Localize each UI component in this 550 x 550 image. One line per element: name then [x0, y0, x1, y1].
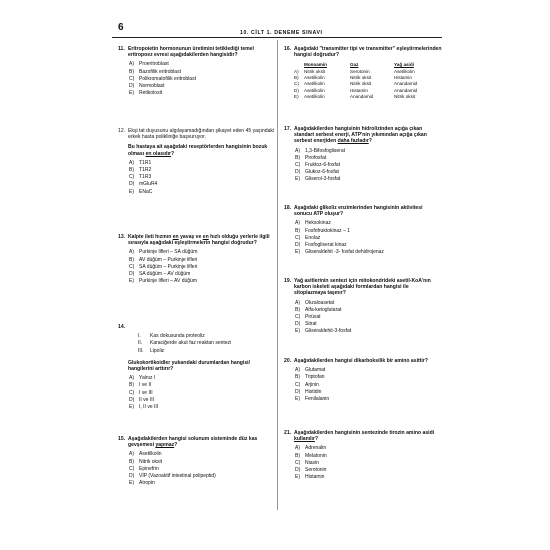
- question-13: [118, 234, 276, 285]
- question-15: [118, 436, 276, 487]
- options: [129, 375, 276, 411]
- option[interactable]: D) Fosfogliserat kinaz: [295, 242, 347, 249]
- option[interactable]: D) II ve III: [129, 396, 155, 403]
- column-header: Monoamin: [304, 62, 327, 68]
- option[interactable]: B) T1R2: [129, 167, 152, 174]
- option[interactable]: C) Fruktoz-6-fosfat: [295, 162, 341, 169]
- question-number: 20.: [284, 358, 292, 364]
- option[interactable]: A) Glutamat: [295, 367, 326, 374]
- option[interactable]: D) SA düğüm – AV düğüm: [129, 271, 191, 278]
- option[interactable]: E) Atropin: [129, 480, 155, 487]
- question-number: 18.: [284, 205, 292, 211]
- option[interactable]: C) I ve III: [129, 389, 153, 396]
- answer-table: [294, 62, 442, 100]
- option[interactable]: B) Alfa-ketoglutarat: [295, 306, 342, 313]
- option[interactable]: A) Yalnız I: [129, 375, 156, 382]
- options: [295, 300, 442, 336]
- question-number: 19.: [284, 278, 292, 284]
- option[interactable]: E) I, II ve III: [129, 404, 159, 411]
- options: [295, 445, 442, 481]
- question-19: [284, 278, 442, 336]
- question-number: 12.: [118, 128, 126, 134]
- question-text: Glukokortikoidler yukarıdaki durumlardan hangisi/ hangilerini arttırır?: [128, 359, 250, 373]
- question-number: 15.: [118, 436, 126, 442]
- option[interactable]: C) Epinefrin: [129, 465, 159, 472]
- option[interactable]: A) Okzaloasetat: [295, 299, 335, 306]
- question-text: Aşağıdakilerden hangisi dikarboksilik bir amino asittir?: [294, 358, 428, 364]
- column-header: Yağ asidi: [394, 62, 414, 68]
- option[interactable]: B) Fosfofruktokinaz – 1: [295, 227, 351, 234]
- option[interactable]: B) Bazofilik eritroblast: [129, 68, 181, 75]
- option[interactable]: E) Gliserol-3-fosfat: [295, 176, 341, 183]
- question-text: Kalpte ileti hızının en yavaş ve en hızlı olduğu yerlerle ilgili sırasıyla aşağıdaki eşleştirmelerin hangisi doğrudur?: [128, 234, 270, 247]
- page-title: 10. CİLT 1. DENEME SINAVI: [240, 30, 323, 36]
- option[interactable]: A) Adrenalin: [295, 445, 327, 452]
- option[interactable]: C) Polikromatofilik eritroblast: [129, 75, 196, 82]
- option[interactable]: E) ENaC: [129, 188, 153, 195]
- option[interactable]: D) VİP (Vazoaktif intestinal polipeptid): [129, 473, 216, 480]
- column-divider: [277, 40, 278, 510]
- question-text: Aşağıdakilerden hangisinin sentezinde tirozin amino asidi kullanılır?: [294, 430, 435, 443]
- question-text: Aşağıdaki "transmitter tipi ve transmitter" eşleştirmelerinden hangisi doğrudur?: [294, 46, 442, 59]
- option[interactable]: C) Pirüvat: [295, 314, 321, 321]
- options: [129, 249, 276, 285]
- option[interactable]: B) Melatonin: [295, 452, 327, 459]
- options: [129, 451, 276, 487]
- option[interactable]: B) Triptofan: [295, 374, 325, 381]
- question-number: 16.: [284, 46, 292, 52]
- option[interactable]: A) T1R1: [129, 159, 152, 166]
- question-text: Aşağıdaki glikoliz enzimlerinden hangisinin aktivitesi sonucu ATP oluşur?: [294, 205, 423, 218]
- question-16: [284, 46, 442, 100]
- question-number: 11.: [118, 46, 125, 52]
- page-number: 6: [118, 22, 124, 33]
- column-header: Gaz: [350, 62, 359, 68]
- question-prompt: Bu hastaya ait aşağıdaki reseptörlerden hangisinin bozuk olması en olasıdır?: [128, 144, 268, 157]
- question-14: [118, 324, 276, 411]
- option[interactable]: B) AV düğüm – Purkinje lifleri: [129, 256, 198, 263]
- table-row[interactable]: C) Asetilkolin Nitrik oksit Anandamid: [294, 81, 418, 87]
- option[interactable]: D) Sitrat: [295, 321, 317, 328]
- question-number: 13.: [118, 234, 126, 240]
- options: [129, 61, 276, 97]
- option[interactable]: E) Histamin: [295, 474, 325, 481]
- options: [295, 220, 442, 256]
- option[interactable]: B) I ve II: [129, 382, 152, 389]
- option[interactable]: E) Fenilalanin: [295, 396, 330, 403]
- question-text: Eritropoietin hormonunun üretimini tetiklediği temel eritropoez evresi aşağıdakilerden hangisidir?: [128, 46, 254, 59]
- option[interactable]: D) mGluR4: [129, 181, 158, 188]
- table-row[interactable]: E) Asetilkolin Anandamid Nitrik oksit: [294, 93, 416, 99]
- question-number: 14.: [118, 324, 126, 330]
- question-text: Ekşi tat duyusunu algılayamadığından şikayet eden 45 yaşındaki erkek hasta polikliniğe başvuruyor.: [128, 128, 275, 141]
- option[interactable]: B) Pirofosfat: [295, 154, 327, 161]
- option[interactable]: A) Heksokinaz: [295, 220, 331, 227]
- option[interactable]: D) Glukoz-6-fosfat: [295, 169, 339, 176]
- statement-list: [138, 333, 276, 355]
- question-text: Yağ asitlerinin sentezi için mitokondrideki asetil-KoA'nın karbon iskeleti aşağıdaki formlardan hangisi ile sitoplazmaya taşınır?: [294, 278, 431, 297]
- options: [295, 148, 442, 184]
- header-divider: [112, 37, 442, 38]
- question-number: 17.: [284, 126, 292, 132]
- question-12: [118, 128, 276, 196]
- option[interactable]: D) Normoblast: [129, 83, 165, 90]
- question-text: Aşağıdakilerden hangisinin hidrolizinden açığa çıkan standart serbest enerji, ATP'nin yıkımından açığa çıkan serbest enerjiden daha fazladır?: [294, 126, 427, 145]
- option[interactable]: C) Enolaz: [295, 234, 321, 241]
- option[interactable]: E) Gliseraldehit-3-fosfat: [295, 328, 352, 335]
- question-11: [118, 46, 276, 97]
- option[interactable]: E) Retikolosit: [129, 90, 163, 97]
- question-18: [284, 205, 442, 256]
- option[interactable]: D) Histidin: [295, 388, 322, 395]
- option[interactable]: B) Nitrik oksit: [129, 458, 163, 465]
- question-20: [284, 358, 442, 403]
- table-row[interactable]: A) Nitrik oksit Serotonin Asetilkolin: [294, 68, 415, 74]
- table-row[interactable]: B) Asetilkolin Nitrik oksit Histamin: [294, 75, 412, 80]
- statement: III. Lipoliz: [138, 347, 165, 354]
- question-17: [284, 126, 442, 184]
- table-row[interactable]: D) Asetilkolin Histamin Anandamid: [294, 87, 418, 93]
- option[interactable]: C) T1R3: [129, 174, 152, 181]
- options: [129, 160, 276, 196]
- option[interactable]: C) Niasin: [295, 459, 319, 466]
- option[interactable]: C) Arjinin: [295, 381, 319, 388]
- question-21: [284, 430, 442, 481]
- option[interactable]: D) Serotonin: [295, 467, 327, 474]
- option[interactable]: A) Purkinje lifleri – SA düğüm: [129, 249, 198, 256]
- question-number: 21.: [284, 430, 292, 436]
- option[interactable]: C) SA düğüm – Purkinje lifleri: [129, 263, 198, 270]
- statement: I. Kas dokusunda proteoliz: [138, 333, 205, 340]
- option[interactable]: A) 1,3-Bifosfogliserat: [295, 147, 346, 154]
- option[interactable]: E) Gliseraldehit -3- fosfat dehidrojenaz: [295, 249, 384, 256]
- option[interactable]: A) Asetilkolin: [129, 451, 162, 458]
- question-text: Aşağıdakilerden hangisi solunum sisteminde düz kas gevşemesi yapmaz?: [128, 436, 258, 449]
- option[interactable]: A) Proeritroblast: [129, 61, 169, 68]
- options: [295, 367, 442, 403]
- statement: II. Karaciğerde akut faz reaktan sentezi: [138, 340, 232, 347]
- option[interactable]: E) Purkinje lifleri – AV düğüm: [129, 278, 197, 285]
